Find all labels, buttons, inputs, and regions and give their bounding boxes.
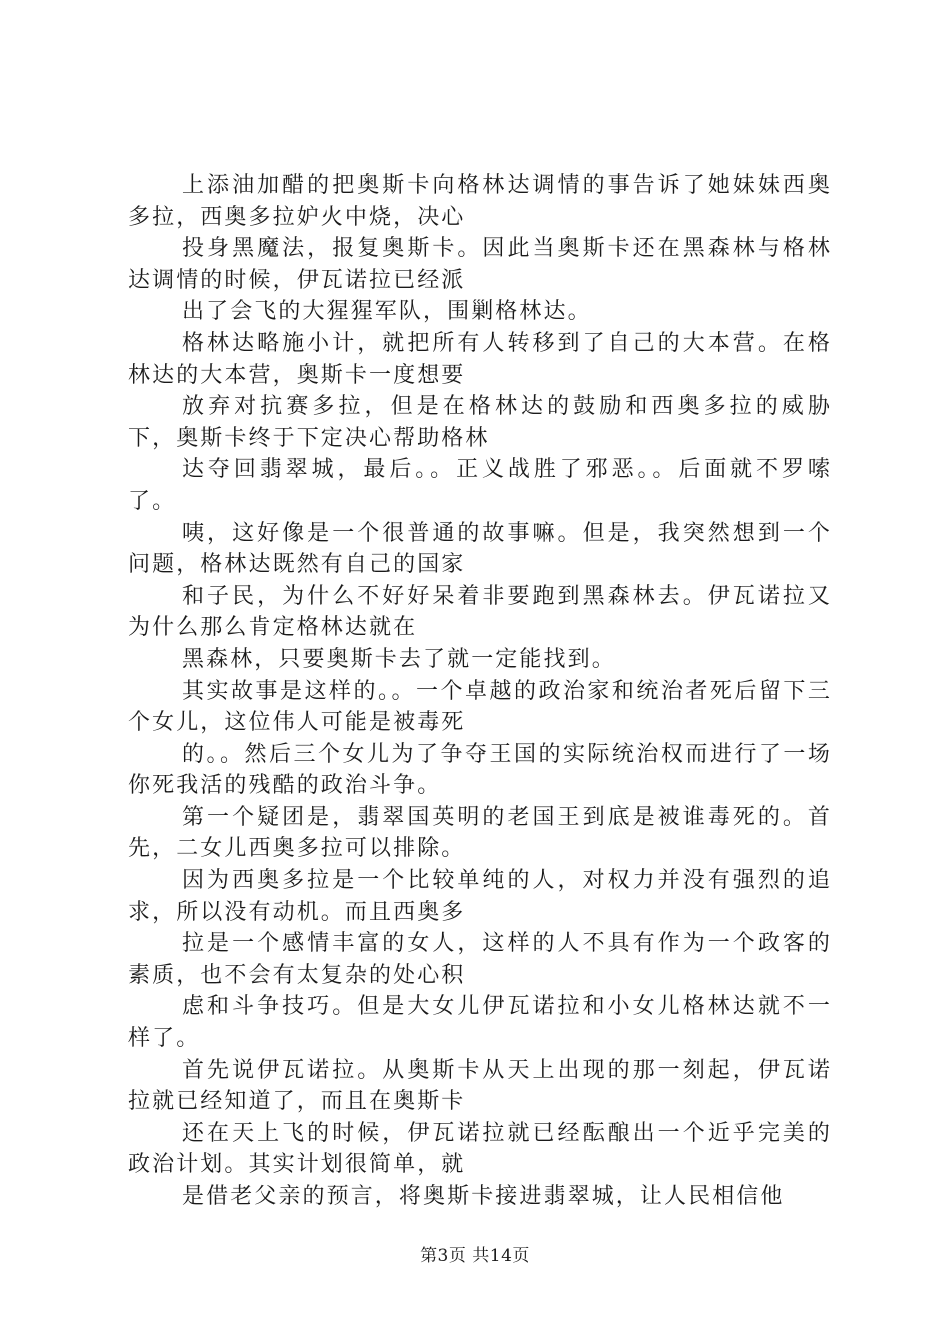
paragraph: 虑和斗争技巧。但是大女儿伊瓦诺拉和小女儿格林达就不一样了。 bbox=[128, 994, 832, 1052]
paragraph: 黑森林，只要奥斯卡去了就一定能找到。 bbox=[182, 646, 616, 672]
paragraph: 是借老父亲的预言，将奥斯卡接进翡翠城，让人民相信他 bbox=[182, 1184, 785, 1209]
paragraph: 第一个疑团是，翡翠国英明的老国王到底是被谁毒死的。首先，二女儿西奥多拉可以排除。 bbox=[128, 804, 832, 862]
paragraph: 投身黑魔法，报复奥斯卡。因此当奥斯卡还在黑森林与格林达调情的时候，伊瓦诺拉已经派 bbox=[128, 236, 832, 293]
paragraph: 咦，这好像是一个很普通的故事嘛。但是，我突然想到一个问题，格林达既然有自己的国家 bbox=[128, 520, 832, 578]
paragraph: 因为西奥多拉是一个比较单纯的人，对权力并没有强烈的追求，所以没有动机。而且西奥多 bbox=[128, 868, 832, 925]
paragraph: 拉是一个感情丰富的女人，这样的人不具有作为一个政客的素质，也不会有太复杂的处心积 bbox=[128, 931, 832, 988]
paragraph: 达夺回翡翠城，最后。。正义战胜了邪恶。。后面就不罗嗦了。 bbox=[128, 457, 832, 514]
paragraph: 首先说伊瓦诺拉。从奥斯卡从天上出现的那一刻起，伊瓦诺拉就已经知道了，而且在奥斯卡 bbox=[128, 1057, 832, 1115]
page-number-footer: 第3页 共14页 bbox=[420, 1246, 530, 1266]
paragraph: 的。。然后三个女儿为了争夺王国的实际统治权而进行了一场你死我活的残酷的政治斗争。 bbox=[128, 741, 832, 799]
paragraph: 格林达略施小计，就把所有人转移到了自己的大本营。在格林达的大本营，奥斯卡一度想要 bbox=[128, 330, 832, 388]
paragraph: 还在天上飞的时候，伊瓦诺拉就已经酝酿出一个近乎完美的政治计划。其实计划很简单，就 bbox=[128, 1120, 832, 1178]
paragraph: 出了会飞的大猩猩军队，围剿格林达。 bbox=[182, 299, 592, 325]
paragraph: 放弃对抗赛多拉，但是在格林达的鼓励和西奥多拉的威胁下，奥斯卡终于下定决心帮助格林 bbox=[128, 394, 832, 451]
paragraph: 和子民，为什么不好好呆着非要跑到黑森林去。伊瓦诺拉又为什么那么肯定格林达就在 bbox=[128, 583, 832, 641]
document-body bbox=[128, 170, 832, 1213]
paragraph: 上添油加醋的把奥斯卡向格林达调情的事告诉了她妹妹西奥多拉，西奥多拉妒火中烧，决心 bbox=[128, 173, 832, 230]
paragraph: 其实故事是这样的。。一个卓越的政治家和统治者死后留下三个女儿，这位伟人可能是被毒死 bbox=[128, 678, 832, 736]
